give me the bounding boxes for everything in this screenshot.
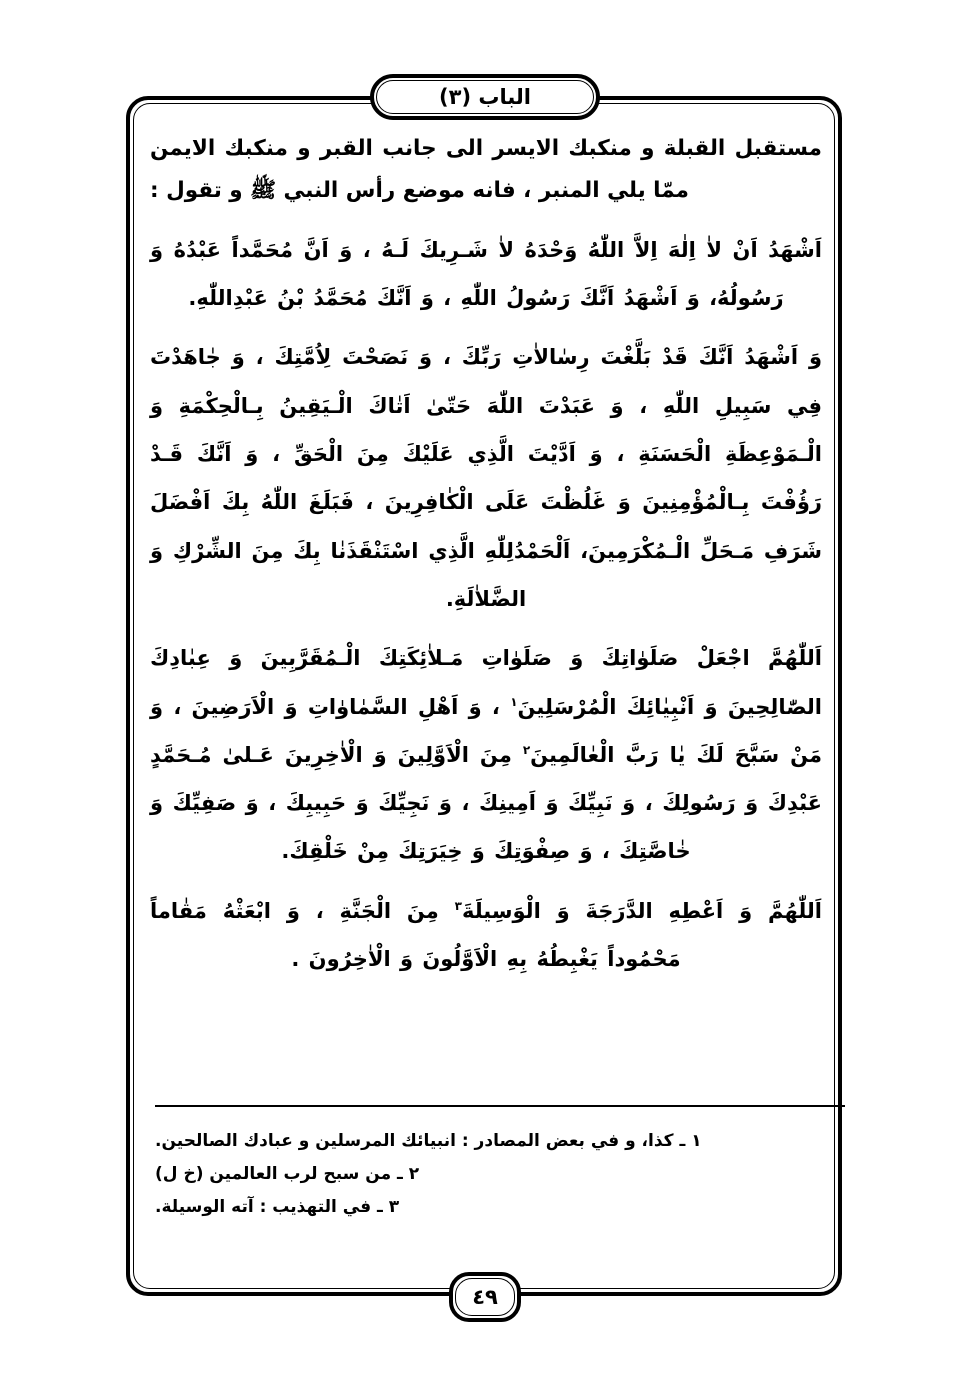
main-text-column [150,128,822,1258]
page-title: الباب (٣) [439,85,531,109]
page-number-cartouche [449,1272,521,1322]
paragraph-shahada: اَشْهَدُ اَنْ لاٰ اِلٰهَ اِلاَّ اللّٰهُ وَحْدَهُ لاٰ شَـرِيكَ لَـهُ ، وَ اَنَّ مُحَمَّداً عَبْدُهُ وَ رَسُولُهُ، وَ اَشْهَدُ اَنَّكَ رَسُولُ اللّٰهِ ، وَ اَنَّكَ مُحَمَّدُ بْنُ عَبْدِاللّٰهِ. [150,237,822,311]
wasila-segment-2: مِنَ الْجَنَّةِ ، وَ ابْعَثْهُ مَقٰاماً مَحْمُوداً يَغْبِطُهُ بِهِ الْاَوَّلُونَ وَ الْاٰخِرُونَ . [150,898,681,971]
paragraph-salawat [150,634,822,875]
footnote-separator-rule [155,1105,845,1107]
footnote-item-1: ١ ـ كذا، و في بعض المصادر : انبيائك المرسلين و عبادك الصالحين. [155,1131,702,1151]
footnote-ref-3: ٣ [454,898,462,913]
chapter-header-cartouche [370,74,600,120]
footnote-item-3: ٣ ـ في التهذيب : آته الوسيلة. [155,1197,400,1218]
paragraph-intro: مستقبل القبلة و منكبك الايسر الى جانب القبر و منكبك الايمن ممّا يلي المنبر ، فانه موضع رأس النبي ﷺ و تقول : [150,136,822,203]
wasila-segment-1: اَللّٰهُمَّ وَ اَعْطِهِ الدَّرَجَةَ وَ الْوَسِيلَةَ [461,898,822,923]
salawat-segment-2: ، وَ اَهْلِ السَّمٰاوٰاتِ وَ الْاَرَضِينَ ، وَ مَنْ سَبَّحَ لَكَ يٰا رَبَّ الْعٰالَمِينَ [150,694,822,767]
page-number: ٤٩ [472,1285,498,1309]
paragraph-wasila [150,887,822,984]
footnote-item-2: ٢ ـ من سبح لرب العالمين (خ ل) [155,1164,420,1185]
salawat-segment-1: اَللّٰهُمَّ اجْعَلْ صَلَوٰاتِكَ وَ صَلَوٰاتِ مَـلاٰئِكَتِكَ الْـمُقَرَّبِينَ وَ عِبٰادِكَ الصّٰالِحِينَ وَ اَنْبِيٰائِكَ الْمُرْسَلِينَ [150,646,822,719]
paragraph-testimony: وَ اَشْهَدُ اَنَّكَ قَدْ بَلَّغْتَ رِسٰالاٰتِ رَبِّكَ ، وَ نَصَحْتَ لِاُمَّتِكَ ، وَ جٰاهَدْتَ فِي سَبِيلِ اللّٰهِ ، وَ عَبَدْتَ اللّٰهَ حَتّىٰ اَتٰاكَ الْـيَقِينُ بِـالْحِكْمَةِ وَ الْـمَوْعِظَةِ الْحَسَنَةِ ، وَ اَدَّيْتَ الَّذِي عَلَيْكَ مِنَ الْحَقِّ ، وَ اَنَّكَ قَـدْ رَؤُفْتَ بِـالْمُؤْمِنِينَ وَ غَلُظْتَ عَلَى الْكٰافِرِينَ ، فَبَلَغَ اللّٰهُ بِكَ اَفْضَلَ شَرَفِ مَـحَلِّ الْـمُكْرَمِينَ، اَلْحَمْدُلِلّٰهِ الَّذِي اسْتَنْقَذَنٰا بِكَ مِنَ الشِّرْكِ وَ الضَّلاٰلَةِ. [150,345,822,611]
salawat-segment-3: مِنَ الْاَوَّلِينَ وَ الْاٰخِرِينَ عَـلىٰ مُـحَمَّدٍ عَبْدِكَ وَ رَسُولِكَ ، وَ نَبِيِّكَ وَ اَمِينِكَ ، وَ نَجِيِّكَ وَ حَبِيبِكَ ، وَ صَفِيِّكَ وَ خٰاصَّتِكَ ، وَ صِفْوَتِكَ وَ خِيَرَتِكَ مِنْ خَلْقِكَ. [150,742,822,864]
footnote-ref-1: ١ [510,694,518,709]
footnote-ref-2: ٢ [522,742,531,757]
footnote-section [155,1105,845,1224]
